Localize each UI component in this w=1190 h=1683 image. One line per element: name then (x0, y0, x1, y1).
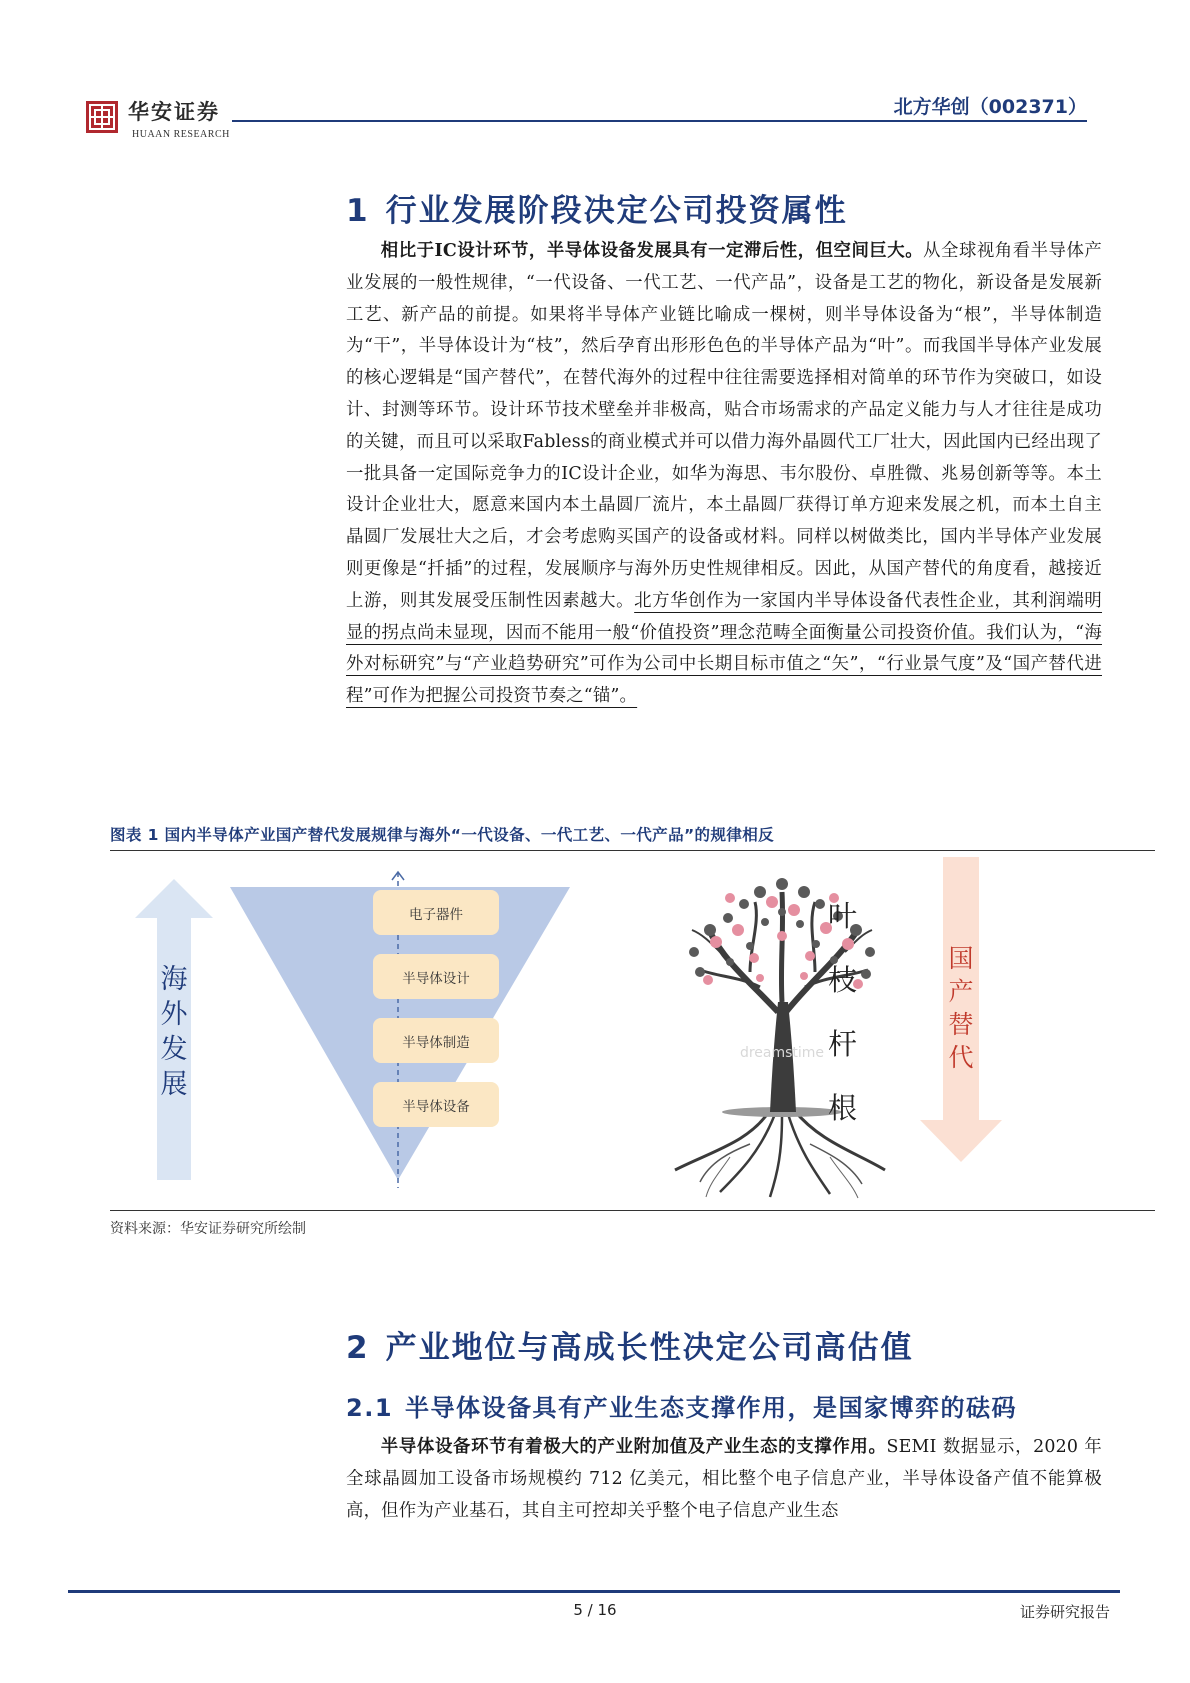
overseas-arrow-label: 海 外 发 展 (160, 964, 188, 1100)
huaan-logo-icon (85, 100, 119, 134)
figure-top-rule (110, 850, 1155, 851)
figure-source: 资料来源：华安证券研究所绘制 (110, 1221, 306, 1237)
company-title: 北方华创（002371） (893, 96, 1087, 118)
footer-rule (68, 1590, 1120, 1593)
section-1-heading (346, 185, 848, 230)
chip-semiconductor-equipment: 半导体设备 (373, 1082, 499, 1127)
body-text: 从全球视角看半导体产业发展的一般性规律，“一代设备、一代工艺、一代产品”，设备是工艺的物化，新设备是发展新工艺、新产品的前提。如果将半导体产业链比喻成一棵树，则半导体设备为“根”，半导体制造为“干”，半导体设计为“枝”，然后孕育出形形色色的半导体产品为“叶”。而我国半导体产业发展的核心逻辑是“国产替代”，在替代海外的过程中往往需要选择相对简单的环节作为突破口，如设计、封测等环节。设计环节技术壁垒并非极高，贴合市场需求的产品定义能力与人才往往是成功的关键，而且可以采取Fabless的商业模式并可以借力海外晶圆代工厂壮大，因此国内已经出现了一批具备一定国际竞争力的IC设计企业，如华为海思、韦尔股份、卓胜微、兆易创新等等。本土设计企业壮大，愿意来国内本土晶圆厂流片，本土晶圆厂获得订单方迎来发展之机，而本土自主晶圆厂发展壮大之后，才会考虑购买国产的设备或材料。同样以树做类比，国内半导体产业发展则更像是“扦插”的过程，发展顺序与海外历史性规律相反。因此，从国产替代的角度看，越接近上游，则其发展受压制性因素越大。 (346, 241, 1102, 611)
figure-1 (110, 852, 1155, 1208)
page-number: 5 / 16 (573, 1601, 617, 1619)
tree-word-branch: 枝 (828, 963, 858, 997)
section-1-paragraph (346, 236, 1102, 713)
lead-sentence: 半导体设备环节有着极大的产业附加值及产业生态的支撑作用。 (380, 1437, 887, 1457)
section-number: 1 (346, 193, 370, 229)
tree-word-leaf: 叶 (828, 899, 858, 933)
logo-subtitle: HUAAN RESEARCH (132, 129, 230, 140)
section-title: 产业地位与高成长性决定公司高估值 (385, 1330, 914, 1366)
logo-text: 华安证券 (128, 100, 220, 124)
section-title: 行业发展阶段决定公司投资属性 (385, 193, 848, 229)
chip-electronic-devices: 电子器件 (373, 890, 499, 935)
header-rule (232, 120, 1087, 122)
tree-watermark: dreamstime (739, 1045, 825, 1061)
figure-graphics (110, 852, 1155, 1208)
subsection-title: 半导体设备具有产业生态支撑作用，是国家博弈的砝码 (405, 1394, 1018, 1422)
domestic-arrow-label: 国 产 替 代 (948, 944, 974, 1072)
section-2-1-heading (346, 1388, 1017, 1423)
body-text: SEMI 数据显示，2020 年全球晶圆加工设备市场规模约 712 亿美元，相比整个电子信息产业，半导体设备产值不能算极高，但作为产业基石，其自主可控却关乎整个电子信息产业生态 (346, 1437, 1102, 1521)
subsection-number: 2.1 (346, 1394, 394, 1422)
tree-word-root: 根 (828, 1091, 858, 1125)
lead-sentence: 相比于IC设计环节，半导体设备发展具有一定滞后性，但空间巨大。 (380, 241, 924, 261)
figure-bottom-rule (110, 1210, 1155, 1211)
figure-1-title: 图表 1 国内半导体产业国产替代发展规律与海外“一代设备、一代工艺、一代产品”的规律相反 (110, 826, 775, 844)
section-number: 2 (346, 1330, 370, 1366)
tree-word-trunk: 杆 (828, 1027, 858, 1061)
key-conclusion: 北方华创作为一家国内半导体设备代表性企业，其利润端明显的拐点尚未显现，因而不能用一般“价值投资”理念范畴全面衡量公司投资价值。我们认为，“海外对标研究”与“产业趋势研究”可作为公司中长期目标市值之“矢”，“行业景气度”及“国产替代进程”可作为把握公司投资节奏之“锚”。 (346, 590, 1103, 707)
section-2-1-paragraph (346, 1432, 1102, 1527)
page-header (0, 0, 1190, 140)
report-type: 证券研究报告 (1019, 1603, 1110, 1621)
chip-semiconductor-design: 半导体设计 (373, 954, 499, 999)
chip-semiconductor-manufacturing: 半导体制造 (373, 1018, 499, 1063)
section-2-heading (346, 1322, 914, 1367)
